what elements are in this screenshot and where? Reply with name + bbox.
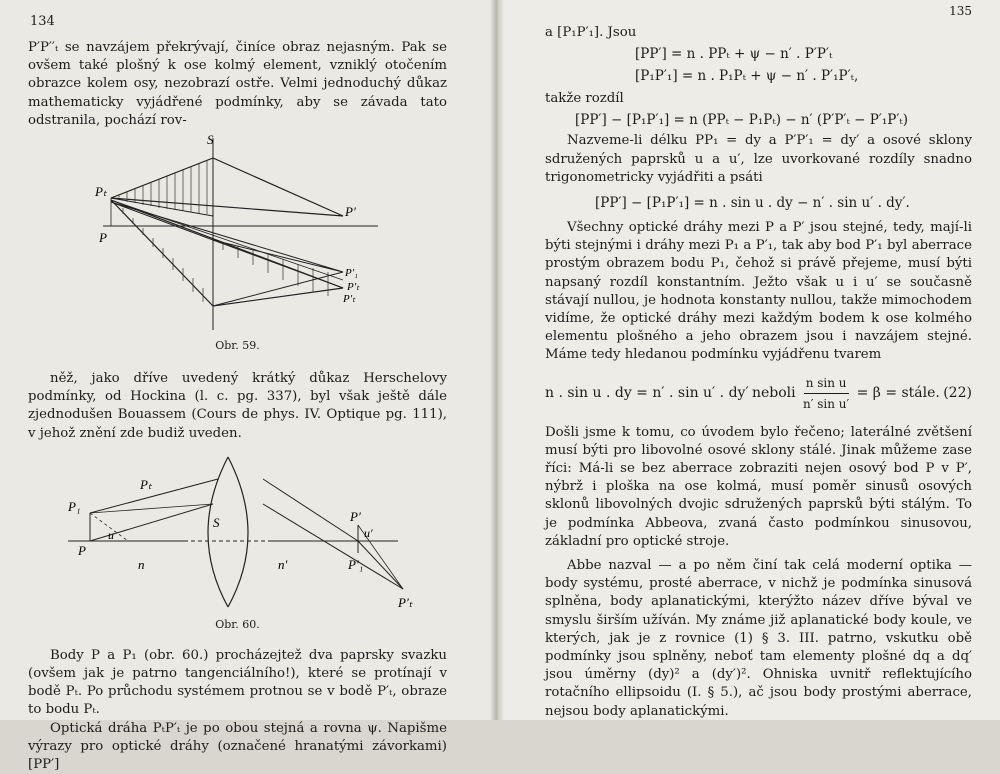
right-page	[495, 0, 1000, 720]
book-gutter	[490, 0, 504, 720]
left-paragraph-3: Body P a P₁ (obr. 60.) procházejtež dva paprsky svazku (ovšem jak je patrno tangenciálního!), které se protínají v bodě Pₜ. Po průchodu systémem protnou se v bodě P′ₜ, obraze to bodu Pₜ.	[28, 647, 447, 718]
equation-22-right: = β = stále.	[856, 385, 940, 402]
equation-22	[545, 373, 972, 414]
page-number-left: 134	[30, 14, 55, 29]
left-paragraph-4: Optická dráha PₜP′ₜ je po obou stejná a rovna ψ. Napišme výrazy pro optické dráhy (označené hranatými závorkami) [PP′]	[28, 720, 447, 773]
left-paragraph-1: P′P′′ₜ se navzájem překrývají, činíce obraz nejasným. Pak se ovšem také plošný k ose kolmý element, vzniklý otočením obrazce kolem osy, nezobrazí ostře. Velmi jednoduchý důkaz mathematicky vyjádřené podmínky, aby se závada tato odstranila, pochází rov-	[28, 40, 447, 128]
right-paragraph-3: Došli jsme k tomu, co úvodem bylo řečeno; laterálné zvětšení musí býti pro libovolné osové sklony stálé. Jinak můžeme zase říci: Má-li se bez aberrace zobraziti nejen osový bod P v P′, nýbrž i ploška na ose kolmá, musí poměr sinusů osových sklonů libovolných dvojic sdružených paprsků býti stálým. To je podmínka Abbeova, zvaná často podmínkou sinusovou, základní pro optické stroje.	[545, 424, 972, 549]
fig60-label-nprime: n′	[277, 556, 287, 572]
right-paragraph-1: Nazveme-li délku PP₁ = dy a P′P′₁ = dy′ a osové sklony sdružených paprsků u a u′, lze uvorkované rozdíly snadno trigonometricky vyjádřiti a psáti	[545, 133, 972, 185]
fig60-label-n: n	[137, 556, 144, 572]
page-number-right: 135	[949, 4, 972, 18]
equation-4: [PP′] − [P₁P′₁] = n . sin u . dy − n′ . sin u′ . dy′.	[595, 195, 910, 212]
equation-22-denominator: n′ sin u′	[802, 396, 850, 411]
left-page	[0, 0, 495, 773]
fig60-label-u: u	[107, 527, 114, 542]
equation-22-fraction	[803, 373, 849, 414]
right-paragraph-2: Všechny optické dráhy mezi P a P′ jsou stejné, tedy, mají-li býti stejnými i dráhy mezi P₁ a P′₁, tak aby bod P′₁ byl aberrace prostým obrazem bodu P₁, čehož si právě přejeme, musí býti napsaný rozdíl konstantním. Ježto však u i u′ se současně stávají nullou, je hodnota konstanty nullou, takže mimochodem vidíme, že optické dráhy mezi každým bodem k ose kolmého elementu plošného a jeho obrazem jsou i navzájem stejné. Máme tedy hledanou podmínku vyjádřenu tvarem	[545, 220, 972, 363]
fig59-label-S: S	[206, 132, 213, 148]
fig59-label-P2prime: P′ₜ	[346, 281, 359, 294]
equation-number-22: (22)	[943, 385, 972, 402]
fig60-label-P: P	[77, 542, 86, 558]
fig60-label-P1prime: P′₁	[347, 556, 363, 572]
fig60-label-Ptprime: P′ₜ	[397, 594, 413, 610]
right-line-1: a [P₁P′₁]. Jsou	[545, 25, 637, 40]
figure-59	[93, 130, 383, 335]
figure-60	[58, 449, 418, 614]
fig59-label-Pprime: P′	[344, 204, 356, 220]
fig60-label-uprime: u′	[363, 525, 373, 540]
equation-22-left: n . sin u . dy = n′ . sin u′ . dy′	[545, 385, 749, 402]
fig60-label-Pprime: P′	[349, 508, 361, 524]
fig59-label-P1prime: P′₁	[344, 267, 358, 280]
equation-3: [PP′] − [P₁P′₁] = n (PPₜ − P₁Pₜ) − n′ (P′P′ₜ − P′₁P′ₜ)	[575, 112, 908, 129]
equation-2: [P₁P′₁] = n . P₁Pₜ + ψ − n′ . P′₁P′ₜ,	[635, 68, 859, 85]
right-line-2: takže rozdíl	[545, 91, 624, 107]
right-paragraph-4: Abbe nazval — a po něm činí tak celá moderní optika — body systému, prosté aberrace, v nichž je podmínka sinusová splněna, body aplanatickými, kterýžto název dříve býval ve smyslu širším užíván. My známe již aplanatické body koule, ve kterých, jak je z rovnice (1) § 3. III. patrno, vskutku obě podmínky jsou splněny, neboť tam elementy plošné dq a dq′ jsou úměrny (dy)² a (dy′)². Ohniska uvnitř reflektujícího rotačního ellipsoidu (I. § 5.), ač jsou body prostými aberrace, nejsou body aplanatickými.	[545, 558, 972, 719]
fig59-label-P3prime: P′ₜ	[342, 293, 355, 306]
fig59-label-P: P	[98, 230, 107, 246]
fig60-label-P1: P₁	[67, 498, 80, 514]
fig60-label-S: S	[212, 514, 219, 530]
figure-60-caption: Obr. 60.	[215, 617, 260, 631]
fig60-label-Pt: Pₜ	[139, 476, 152, 492]
fig59-label-Pt: Pₜ	[94, 184, 107, 200]
equation-1: [PP′] = n . PPₜ + ψ − n′ . P′P′ₜ	[635, 46, 833, 63]
figure-59-caption: Obr. 59.	[215, 339, 260, 353]
equation-22-numerator: n sin u	[804, 373, 849, 394]
left-paragraph-2: něž, jako dříve uvedený krátký důkaz Herschelovy podmínky, od Hockina (l. c. pg. 337), byl však ještě dále zjednodušen Bouassem (Cours de phys. IV. Optique pg. 111), v jehož znění zde budiž uveden.	[28, 371, 447, 441]
equation-22-word: neboli	[751, 385, 796, 402]
